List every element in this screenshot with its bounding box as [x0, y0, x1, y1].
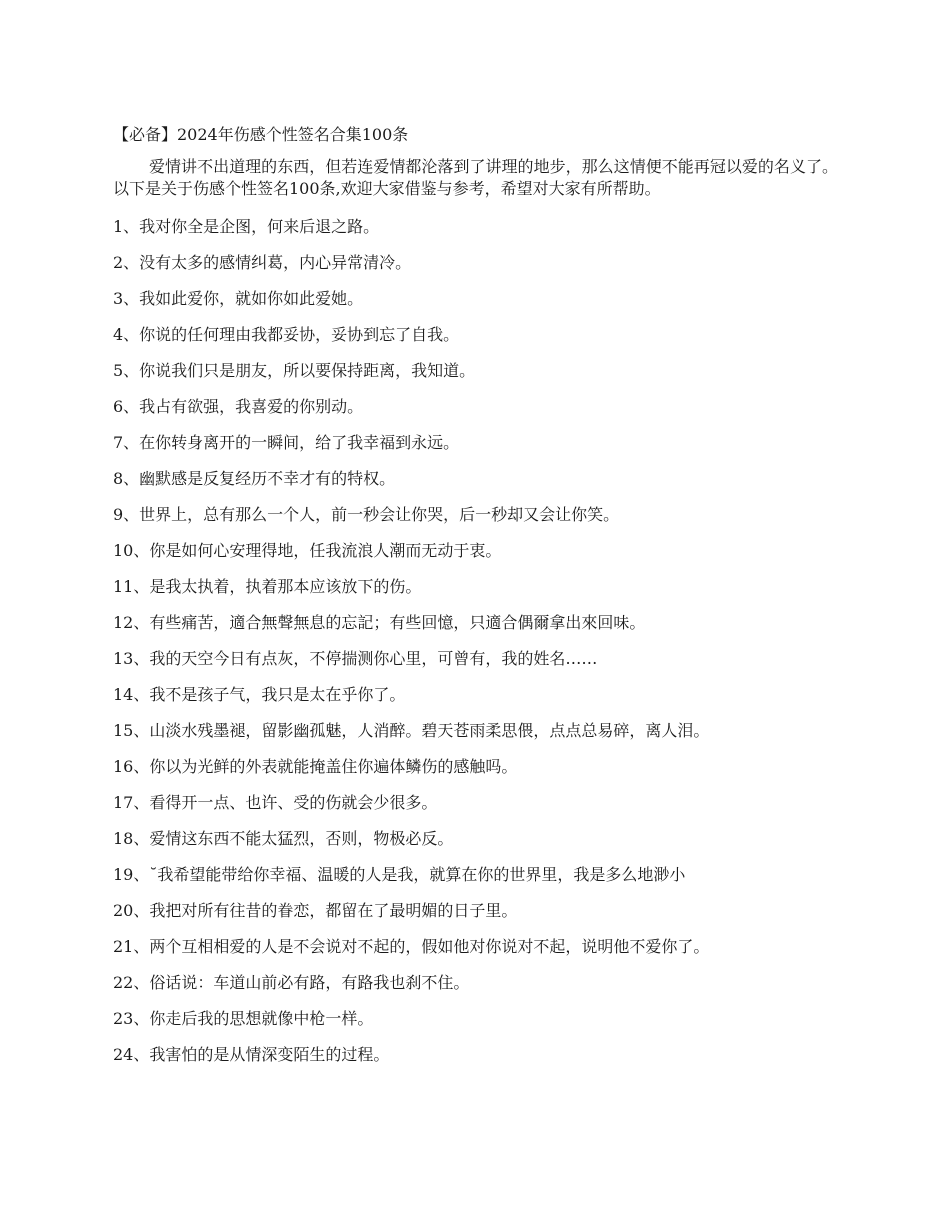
intro-paragraph: 爱情讲不出道理的东西，但若连爱情都沦落到了讲理的地步，那么这情便不能再冠以爱的名义了。以下是关于伤感个性签名100条,欢迎大家借鉴与参考，希望对大家有所帮助。: [113, 157, 838, 198]
list-item: 11、是我太执着，执着那本应该放下的伤。: [113, 577, 422, 596]
document-body: [113, 124, 838, 1080]
list-item: 20、我把对所有往昔的眷恋，都留在了最明媚的日子里。: [113, 901, 518, 920]
document-title: 【必备】2024年伤感个性签名合集100条: [113, 125, 409, 144]
list-item: 23、你走后我的思想就像中枪一样。: [113, 1009, 374, 1028]
list-item: 16、你以为光鲜的外表就能掩盖住你遍体鳞伤的感触吗。: [113, 757, 518, 776]
list-item: 14、我不是孩子气，我只是太在乎你了。: [113, 685, 406, 704]
list-item: 4、你说的任何理由我都妥协，妥协到忘了自我。: [113, 325, 460, 344]
list-item: 5、你说我们只是朋友，所以要保持距离，我知道。: [113, 361, 476, 380]
list-item: 7、在你转身离开的一瞬间，给了我幸福到永远。: [113, 433, 460, 452]
list-item: 10、你是如何心安理得地，任我流浪人潮而无动于衷。: [113, 541, 502, 560]
list-item: 21、两个互相相爱的人是不会说对不起的，假如他对你说对不起，说明他不爱你了。: [113, 937, 710, 956]
list-item: 24、我害怕的是从情深变陌生的过程。: [113, 1045, 390, 1064]
list-item: 9、世界上，总有那么一个人，前一秒会让你哭，后一秒却又会让你笑。: [113, 505, 620, 524]
list-item: 15、山淡水残墨褪，留影幽孤魅，人消醉。碧天苍雨柔思偎，点点总易碎，离人泪。: [113, 721, 710, 740]
list-item: 18、爱情这东西不能太猛烈，否则，物极必反。: [113, 829, 454, 848]
list-item: 22、俗话说：车道山前必有路，有路我也刹不住。: [113, 973, 470, 992]
list-item: 6、我占有欲强，我喜爱的你别动。: [113, 397, 364, 416]
list-item: 1、我对你全是企图，何来后退之路。: [113, 217, 380, 236]
list-item: 19、˘我希望能带给你幸福、温暖的人是我，就算在你的世界里，我是多么地渺小: [113, 865, 686, 884]
list-item: 2、没有太多的感情纠葛，内心异常清冷。: [113, 253, 412, 272]
list-item: 13、我的天空今日有点灰，不停揣测你心里，可曾有，我的姓名……: [113, 649, 598, 668]
list-item: 8、幽默感是反复经历不幸才有的特权。: [113, 469, 396, 488]
signature-list: [113, 216, 838, 1080]
list-item: 17、看得开一点、也许、受的伤就会少很多。: [113, 793, 438, 812]
list-item: 3、我如此爱你，就如你如此爱她。: [113, 289, 364, 308]
list-item: 12、有些痛苦，適合無聲無息的忘記；有些回憶，只適合偶爾拿出來回味。: [113, 613, 646, 632]
